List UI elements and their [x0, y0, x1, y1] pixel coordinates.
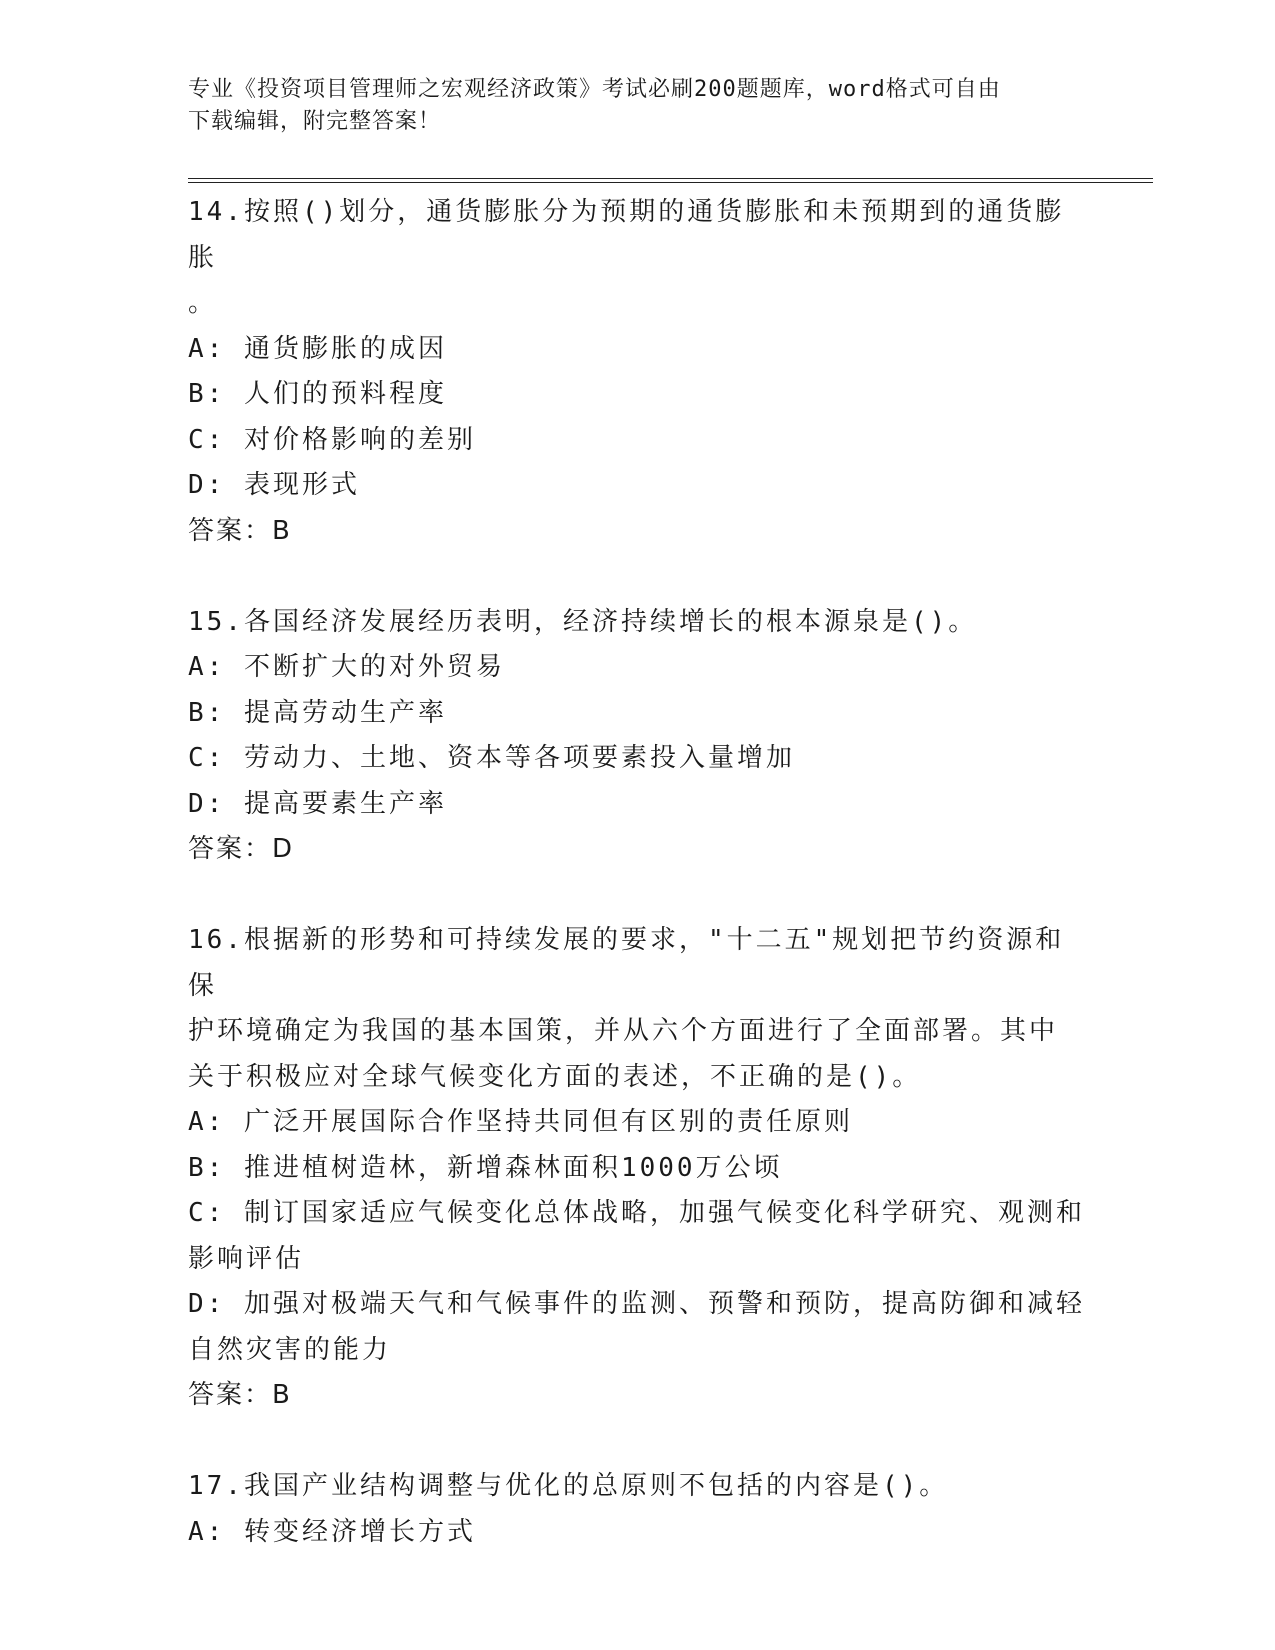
option-d-line-2: 自然灾害的能力 — [188, 1334, 392, 1365]
option-d: D: 提高要素生产率 — [188, 788, 447, 819]
option-d-line-1: D: 加强对极端天气和气候事件的监测、预警和预防，提高防御和减轻 — [188, 1289, 1085, 1319]
question-stem: 17.我国产业结构调整与优化的总原则不包括的内容是()。 — [188, 1471, 949, 1501]
option-d: D: 表现形式 — [188, 470, 360, 500]
document-header — [188, 74, 1078, 138]
question-16 — [188, 918, 1088, 1419]
question-spacer — [188, 1419, 1088, 1465]
option-c: C: 对价格影响的差别 — [188, 424, 476, 455]
answer-text: 答案：D — [188, 834, 295, 864]
option-b: B: 推进植树造林，新增森林面积1000万公顷 — [188, 1152, 783, 1183]
question-stem: 15.各国经济发展经历表明，经济持续增长的根本源泉是()。 — [188, 606, 978, 637]
question-stem-line-3: 关于积极应对全球气候变化方面的表述，不正确的是()。 — [188, 1061, 922, 1092]
option-b: B: 提高劳动生产率 — [188, 697, 447, 728]
question-spacer — [188, 873, 1088, 919]
question-14 — [188, 190, 1088, 554]
option-a: A: 广泛开展国际合作坚持共同但有区别的责任原则 — [188, 1107, 853, 1137]
answer-text: 答案：B — [188, 515, 292, 546]
header-line-2: 下载编辑，附完整答案！ — [188, 109, 442, 134]
option-c: C: 劳动力、土地、资本等各项要素投入量增加 — [188, 743, 795, 773]
question-stem-continuation: 。 — [188, 288, 218, 318]
question-spacer — [188, 554, 1088, 600]
option-c-line-2: 影响评估 — [188, 1243, 305, 1274]
option-a: A: 不断扩大的对外贸易 — [188, 652, 505, 682]
option-b: B: 人们的预料程度 — [188, 379, 447, 409]
question-list — [188, 190, 1088, 1555]
question-stem: 14.按照()划分，通货膨胀分为预期的通货膨胀和未预期到的通货膨胀 — [188, 197, 1065, 273]
option-c-line-1: C: 制订国家适应气候变化总体战略，加强气候变化科学研究、观测和 — [188, 1198, 1085, 1228]
header-line-1: 专业《投资项目管理师之宏观经济政策》考试必刷200题题库，word格式可自由 — [188, 77, 1001, 102]
option-a: A: 通货膨胀的成因 — [188, 333, 447, 364]
header-divider — [188, 178, 1153, 183]
question-stem-line-1: 16.根据新的形势和可持续发展的要求，"十二五"规划把节约资源和保 — [188, 925, 1065, 1001]
answer-text: 答案：B — [188, 1380, 292, 1410]
question-15 — [188, 600, 1088, 873]
question-17 — [188, 1464, 1088, 1555]
option-a: A: 转变经济增长方式 — [188, 1516, 476, 1547]
question-stem-line-2: 护环境确定为我国的基本国策，并从六个方面进行了全面部署。其中 — [188, 1016, 1059, 1046]
